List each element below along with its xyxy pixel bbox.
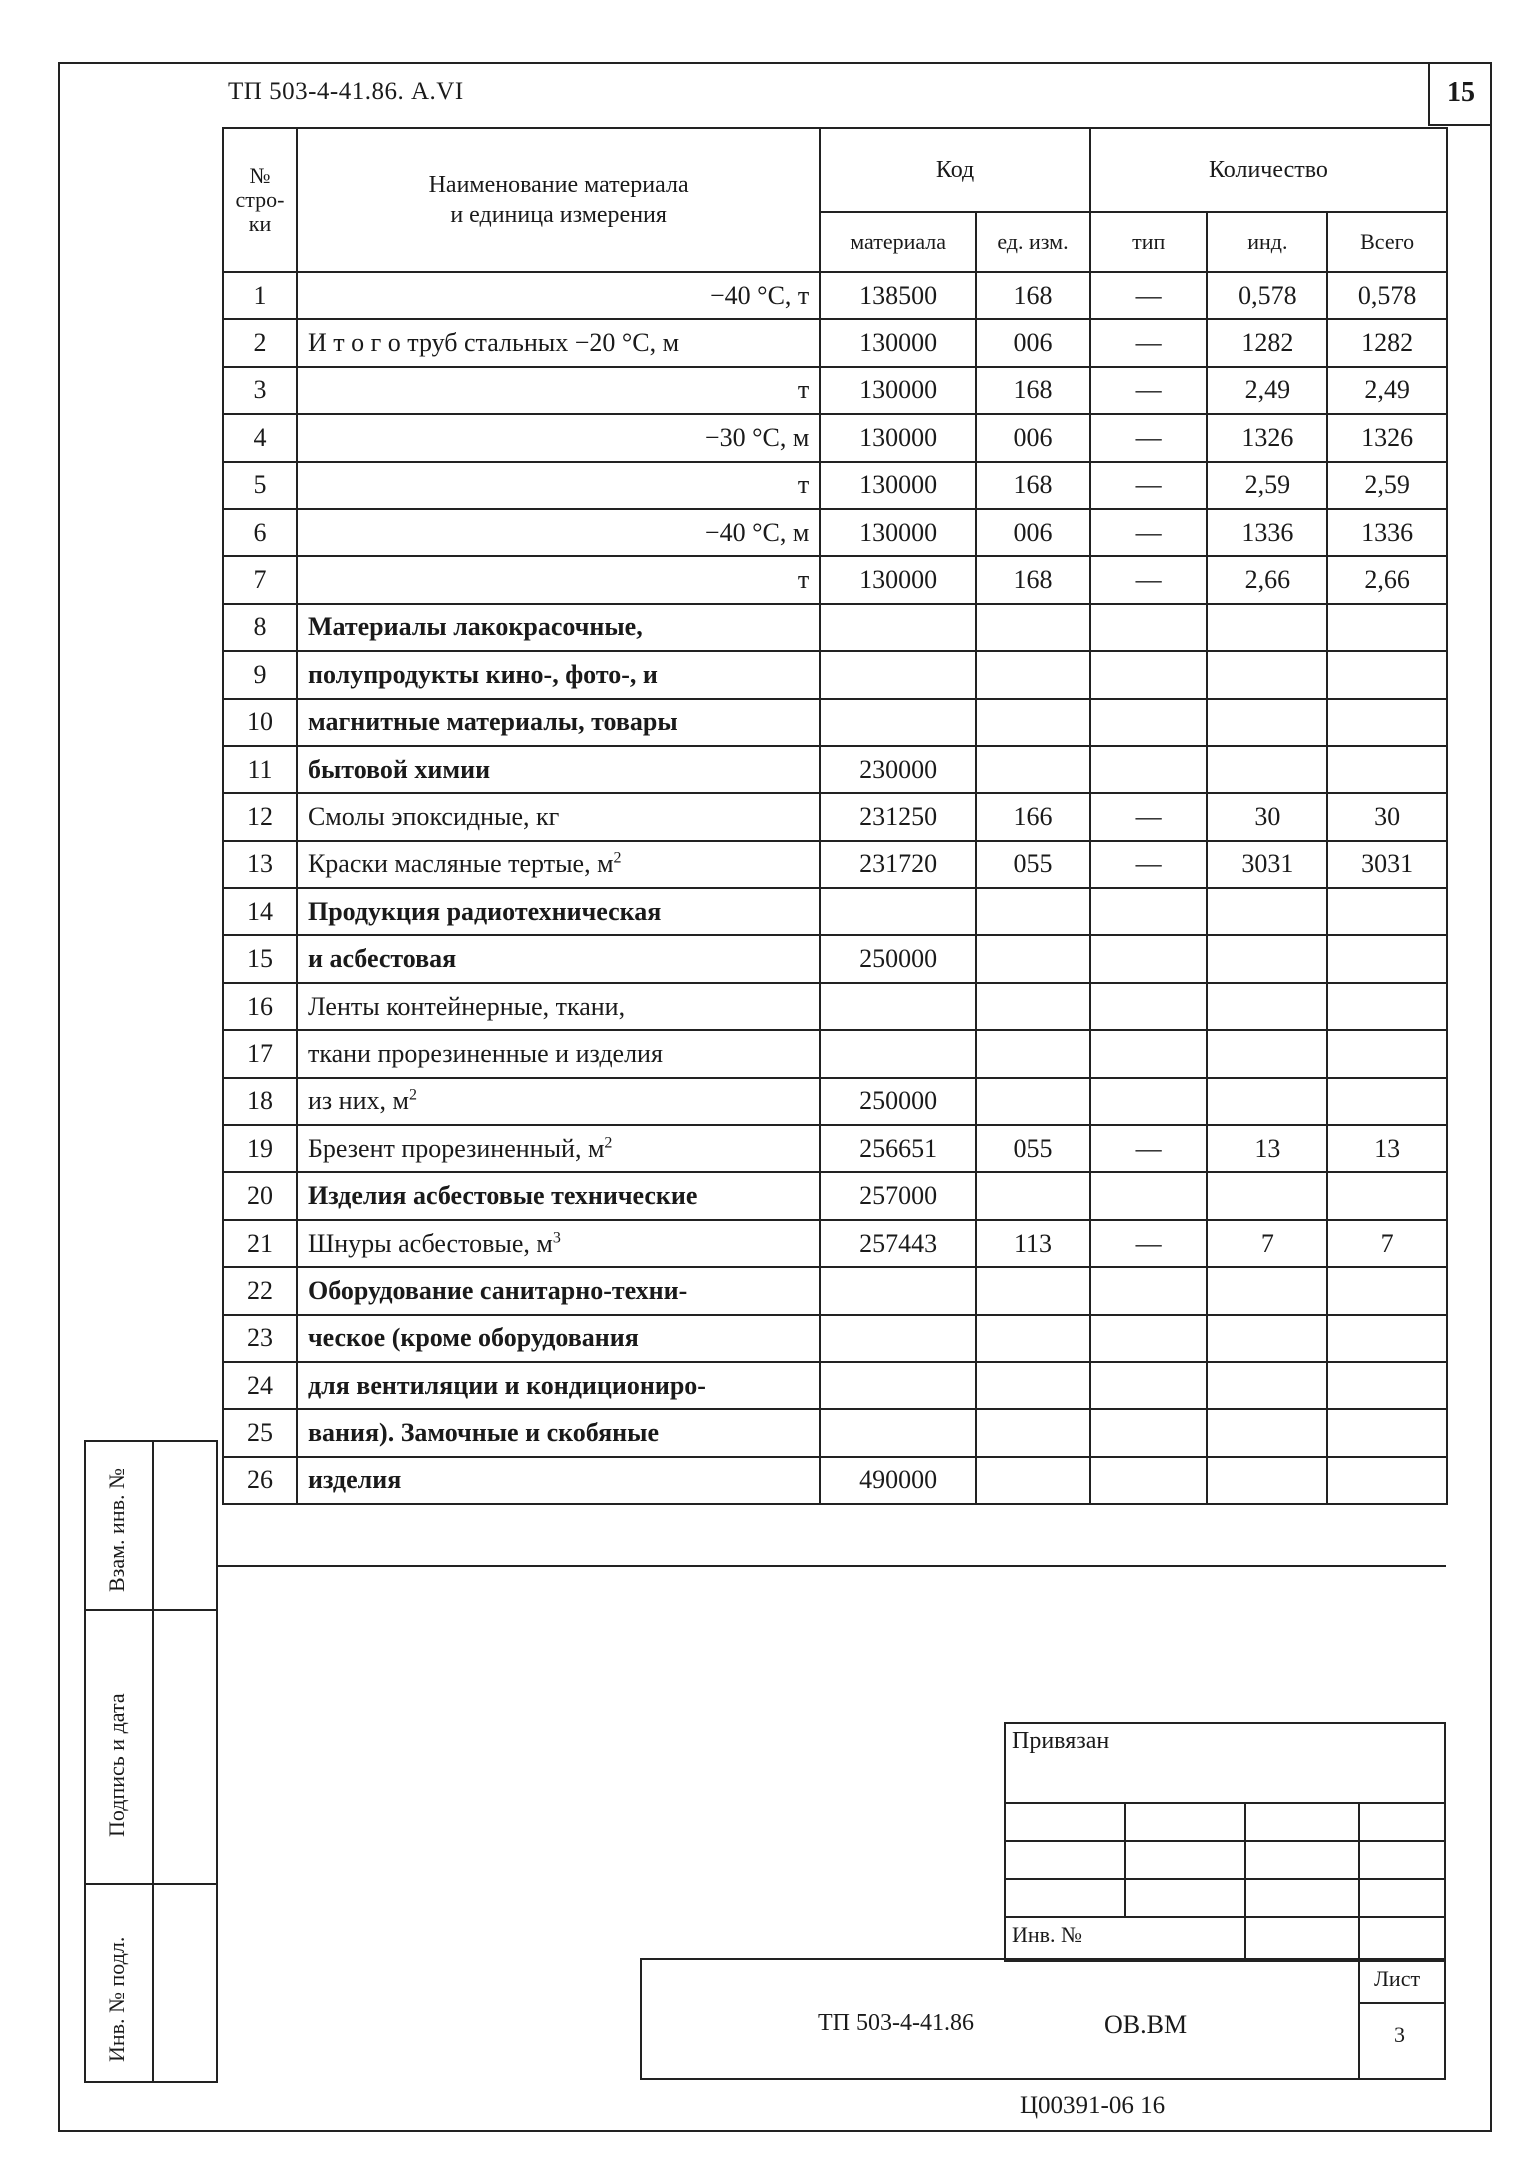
header-material-name: Наименование материала и единица измерения [297,128,820,272]
qty-total-cell [1327,1457,1447,1504]
unit-code-cell [976,888,1090,935]
qty-ind-cell [1207,935,1327,982]
qty-type-cell [1090,1172,1208,1219]
qty-type-cell: — [1090,793,1208,840]
qty-type-cell [1090,1267,1208,1314]
row-number-cell: 15 [223,935,297,982]
qty-ind-cell [1207,1078,1327,1125]
unit-code-cell [976,935,1090,982]
qty-total-cell: 2,49 [1327,367,1447,414]
qty-ind-cell [1207,1315,1327,1362]
qty-ind-cell: 2,59 [1207,462,1327,509]
material-name-cell: Ленты контейнерные, ткани, [297,983,820,1030]
table-row [223,414,1447,461]
material-code-cell [820,1315,976,1362]
table-row [223,1315,1447,1362]
inv-podl-label: Инв. № подл. [104,1936,129,2062]
material-name-cell: Изделия асбестовые технические [297,1172,820,1219]
unit-code-cell: 113 [976,1220,1090,1267]
unit-code-cell [976,1409,1090,1456]
materials-table [222,127,1448,1505]
material-code-cell [820,651,976,698]
row-number-cell: 11 [223,746,297,793]
qty-ind-cell: 7 [1207,1220,1327,1267]
unit-code-cell [976,1030,1090,1077]
unit-code-cell: 055 [976,1125,1090,1172]
qty-type-cell: — [1090,414,1208,461]
material-code-cell: 231720 [820,841,976,888]
table-row [223,651,1447,698]
material-name-cell: магнитные материалы, товары [297,699,820,746]
material-code-cell [820,983,976,1030]
unit-code-cell [976,604,1090,651]
table-row [223,1078,1447,1125]
row-number-cell: 6 [223,509,297,556]
material-name-cell: т [297,367,820,414]
unit-code-cell: 055 [976,841,1090,888]
material-code-cell [820,888,976,935]
unit-code-cell [976,1078,1090,1125]
material-name-cell: И т о г о труб стальных −20 °С, м [297,319,820,366]
qty-ind-cell [1207,888,1327,935]
row-number-cell: 23 [223,1315,297,1362]
qty-type-cell: — [1090,272,1208,319]
table-row [223,1362,1447,1409]
material-code-cell: 250000 [820,1078,976,1125]
unit-code-cell: 168 [976,556,1090,603]
material-name-cell: т [297,556,820,603]
qty-ind-cell: 0,578 [1207,272,1327,319]
qty-type-cell [1090,888,1208,935]
material-code-cell: 250000 [820,935,976,982]
qty-ind-cell [1207,1409,1327,1456]
qty-total-cell: 1336 [1327,509,1447,556]
qty-ind-cell: 1282 [1207,319,1327,366]
material-code-cell [820,604,976,651]
header-code-unit: ед. изм. [976,212,1090,272]
sheet-label: Лист [1374,1966,1421,1991]
qty-type-cell [1090,1030,1208,1077]
material-code-cell: 490000 [820,1457,976,1504]
material-code-cell: 130000 [820,367,976,414]
material-name-cell: Краски масляные тертые, $м^2$ [297,841,820,888]
table-body [223,272,1447,1504]
row-number-cell: 3 [223,367,297,414]
material-name-cell: изделия [297,1457,820,1504]
material-code-cell: 130000 [820,462,976,509]
material-code-cell: 231250 [820,793,976,840]
material-code-cell [820,1409,976,1456]
material-code-cell: 230000 [820,746,976,793]
qty-ind-cell: 1336 [1207,509,1327,556]
qty-total-cell: 2,59 [1327,462,1447,509]
vzam-inv-label: Взам. инв. № [104,1468,129,1592]
material-code-cell: 130000 [820,319,976,366]
header-qty-ind: инд. [1207,212,1327,272]
row-number-cell: 10 [223,699,297,746]
qty-ind-cell [1207,1172,1327,1219]
table-row [223,509,1447,556]
qty-type-cell [1090,1457,1208,1504]
qty-total-cell: 1282 [1327,319,1447,366]
qty-type-cell [1090,1315,1208,1362]
material-code-cell [820,1267,976,1314]
qty-total-cell [1327,1409,1447,1456]
unit-code-cell [976,1362,1090,1409]
qty-total-cell [1327,983,1447,1030]
qty-ind-cell [1207,746,1327,793]
material-name-cell: −30 °С, м [297,414,820,461]
row-number-cell: 16 [223,983,297,1030]
header-qty-type: тип [1090,212,1208,272]
unit-code-cell [976,1315,1090,1362]
qty-ind-cell [1207,1267,1327,1314]
qty-ind-cell: 13 [1207,1125,1327,1172]
row-number-cell: 19 [223,1125,297,1172]
qty-total-cell: 0,578 [1327,272,1447,319]
row-number-cell: 1 [223,272,297,319]
header-qty-total: Всего [1327,212,1447,272]
row-number-cell: 26 [223,1457,297,1504]
qty-type-cell [1090,651,1208,698]
material-code-cell [820,1030,976,1077]
material-code-cell: 257000 [820,1172,976,1219]
qty-total-cell: 7 [1327,1220,1447,1267]
table-row [223,935,1447,982]
table-row [223,1267,1447,1314]
row-number-cell: 13 [223,841,297,888]
row-number-cell: 14 [223,888,297,935]
table-row [223,272,1447,319]
row-number-cell: 21 [223,1220,297,1267]
table-row [223,1409,1447,1456]
header-quantity-group: Количество [1090,128,1447,212]
row-number-cell: 9 [223,651,297,698]
privyazan-label: Привязан [1012,1728,1110,1754]
table-row [223,462,1447,509]
material-name-cell: из них, $м^2$ [297,1078,820,1125]
title-mark: ОВ.ВМ [1104,2010,1188,2039]
unit-code-cell: 006 [976,509,1090,556]
qty-ind-cell [1207,1457,1327,1504]
qty-total-cell [1327,651,1447,698]
table-row [223,319,1447,366]
unit-code-cell [976,699,1090,746]
table-row [223,1172,1447,1219]
material-name-cell: бытовой химии [297,746,820,793]
page-number: 15 [1428,62,1492,126]
qty-ind-cell [1207,604,1327,651]
table-row [223,983,1447,1030]
table-row [223,1125,1447,1172]
qty-type-cell: — [1090,319,1208,366]
unit-code-cell [976,1457,1090,1504]
qty-total-cell [1327,1362,1447,1409]
row-number-cell: 18 [223,1078,297,1125]
unit-code-cell: 006 [976,414,1090,461]
row-number-cell: 2 [223,319,297,366]
qty-ind-cell [1207,1362,1327,1409]
inv-no-label: Инв. № [1012,1922,1083,1947]
row-number-cell: 7 [223,556,297,603]
unit-code-cell: 166 [976,793,1090,840]
qty-ind-cell: 30 [1207,793,1327,840]
qty-type-cell: — [1090,1125,1208,1172]
unit-code-cell [976,983,1090,1030]
qty-ind-cell: 2,66 [1207,556,1327,603]
qty-type-cell: — [1090,509,1208,556]
material-name-cell: Материалы лакокрасочные, [297,604,820,651]
qty-ind-cell [1207,651,1327,698]
unit-code-cell: 168 [976,462,1090,509]
table-row [223,1457,1447,1504]
material-code-cell [820,699,976,746]
table-bottom-line [216,1565,1446,1567]
sheet-number: 3 [1394,2022,1405,2047]
table-row [223,699,1447,746]
table-row [223,1220,1447,1267]
qty-type-cell [1090,1362,1208,1409]
qty-total-cell [1327,1078,1447,1125]
footer-code: Ц00391-06 16 [1020,2092,1166,2119]
table-row [223,556,1447,603]
unit-code-cell [976,1172,1090,1219]
material-name-cell: −40 °С, м [297,509,820,556]
qty-total-cell [1327,604,1447,651]
qty-type-cell [1090,1409,1208,1456]
qty-type-cell: — [1090,367,1208,414]
row-number-cell: 17 [223,1030,297,1077]
qty-type-cell [1090,699,1208,746]
qty-type-cell [1090,935,1208,982]
signature-date-label: Подпись и дата [104,1693,129,1837]
qty-total-cell [1327,746,1447,793]
material-name-cell: Продукция радиотехническая [297,888,820,935]
table-row [223,841,1447,888]
qty-type-cell [1090,1078,1208,1125]
table-row [223,746,1447,793]
row-number-cell: 4 [223,414,297,461]
row-number-cell: 20 [223,1172,297,1219]
material-name-cell: для вентиляции и кондициониро- [297,1362,820,1409]
material-name-cell: Шнуры асбестовые, $м^3$ [297,1220,820,1267]
table-row [223,793,1447,840]
material-name-cell: ческое (кроме оборудования [297,1315,820,1362]
qty-type-cell: — [1090,1220,1208,1267]
material-name-cell: Смолы эпоксидные, кг [297,793,820,840]
qty-total-cell [1327,1267,1447,1314]
header-code-material: материала [820,212,976,272]
header-code-group: Код [820,128,1090,212]
row-number-cell: 22 [223,1267,297,1314]
row-number-cell: 5 [223,462,297,509]
material-code-cell: 256651 [820,1125,976,1172]
qty-total-cell: 2,66 [1327,556,1447,603]
material-name-cell: ткани прорезиненные и изделия [297,1030,820,1077]
qty-total-cell [1327,1172,1447,1219]
qty-total-cell [1327,888,1447,935]
unit-code-cell [976,1267,1090,1314]
qty-total-cell [1327,1030,1447,1077]
qty-type-cell [1090,983,1208,1030]
material-name-cell: Брезент прорезиненный, $м^2$ [297,1125,820,1172]
qty-ind-cell [1207,1030,1327,1077]
qty-total-cell: 1326 [1327,414,1447,461]
table-row [223,888,1447,935]
unit-code-cell: 168 [976,272,1090,319]
title-doc-code: ТП 503-4-41.86 [818,2010,974,2036]
qty-type-cell: — [1090,462,1208,509]
table-row [223,604,1447,651]
qty-total-cell: 30 [1327,793,1447,840]
qty-ind-cell: 3031 [1207,841,1327,888]
unit-code-cell: 006 [976,319,1090,366]
side-stamp [84,1440,218,2083]
material-code-cell: 138500 [820,272,976,319]
qty-ind-cell [1207,983,1327,1030]
row-number-cell: 12 [223,793,297,840]
material-code-cell: 130000 [820,509,976,556]
qty-ind-cell [1207,699,1327,746]
document-header-code: ТП 503-4-41.86. A.VI [228,78,464,105]
material-code-cell: 130000 [820,556,976,603]
qty-type-cell: — [1090,841,1208,888]
material-code-cell: 257443 [820,1220,976,1267]
unit-code-cell: 168 [976,367,1090,414]
qty-total-cell: 3031 [1327,841,1447,888]
material-name-cell: и асбестовая [297,935,820,982]
row-number-cell: 8 [223,604,297,651]
material-name-cell: −40 °С, т [297,272,820,319]
material-code-cell: 130000 [820,414,976,461]
qty-type-cell [1090,604,1208,651]
qty-total-cell: 13 [1327,1125,1447,1172]
table-row [223,367,1447,414]
material-name-cell: вания). Замочные и скобяные [297,1409,820,1456]
unit-code-cell [976,651,1090,698]
qty-ind-cell: 2,49 [1207,367,1327,414]
header-row-number: № стро- ки [223,128,297,272]
qty-total-cell [1327,1315,1447,1362]
qty-type-cell [1090,746,1208,793]
row-number-cell: 25 [223,1409,297,1456]
qty-total-cell [1327,935,1447,982]
material-name-cell: т [297,462,820,509]
qty-total-cell [1327,699,1447,746]
material-name-cell: Оборудование санитарно-техни- [297,1267,820,1314]
material-code-cell [820,1362,976,1409]
material-name-cell: полупродукты кино-, фото-, и [297,651,820,698]
title-block-main [640,1958,1446,2080]
qty-ind-cell: 1326 [1207,414,1327,461]
qty-type-cell: — [1090,556,1208,603]
unit-code-cell [976,746,1090,793]
row-number-cell: 24 [223,1362,297,1409]
table-row [223,1030,1447,1077]
